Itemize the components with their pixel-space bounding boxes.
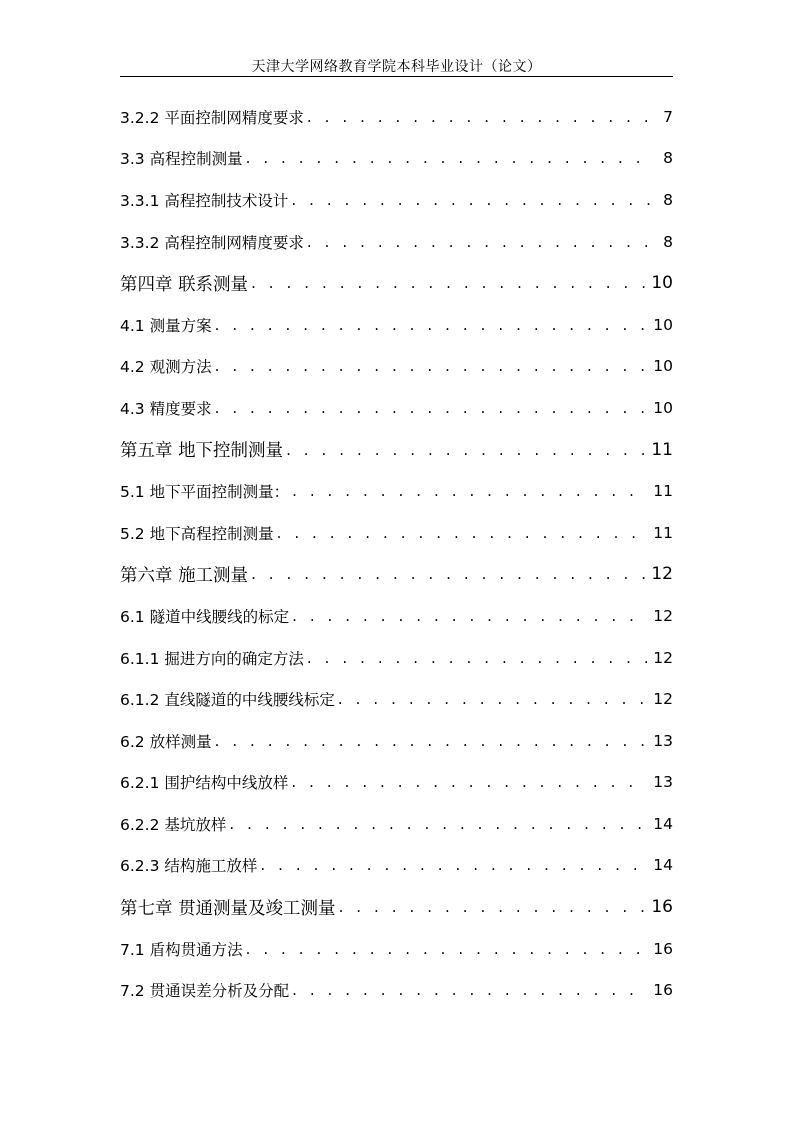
toc-entry-label: 第五章 地下控制测量 [120, 441, 284, 462]
toc-entry-label: 7.2 贯通误差分析及分配 [120, 982, 290, 1001]
toc-leader-dots [277, 524, 648, 542]
toc-page-number: 16 [653, 939, 673, 958]
toc-page-number: 12 [651, 564, 673, 585]
toc-entry-row[interactable] [120, 845, 673, 887]
toc-leader-dots [215, 357, 648, 375]
toc-leader-dots [292, 607, 647, 625]
toc-page-number: 11 [653, 482, 673, 501]
toc-page-number: 7 [663, 107, 673, 126]
toc-entry-row[interactable] [120, 138, 673, 180]
toc-entry-label: 6.1.1 掘进方向的确定方法 [120, 649, 304, 668]
toc-leader-dots [260, 856, 647, 874]
toc-entry-row[interactable] [120, 512, 673, 554]
toc-entry-row[interactable] [120, 387, 673, 429]
toc-entry-row[interactable] [120, 221, 673, 263]
toc-chapter-row[interactable] [120, 262, 673, 304]
toc-entry-row[interactable] [120, 969, 673, 1011]
toc-page-number: 12 [653, 648, 673, 667]
toc-entry-row[interactable] [120, 304, 673, 346]
toc-page-number: 14 [653, 814, 673, 833]
toc-page-number: 12 [653, 606, 673, 625]
toc-page-number: 11 [653, 523, 673, 542]
toc-page-number: 12 [653, 690, 673, 709]
toc-entry-label: 第六章 施工测量 [120, 565, 249, 586]
toc-entry-row[interactable] [120, 678, 673, 720]
toc-leader-dots [307, 649, 647, 667]
toc-page-number: 8 [663, 190, 673, 209]
toc-entry-label: 3.3.1 高程控制技术设计 [120, 191, 289, 210]
toc-entry-label: 6.1 隧道中线腰线的标定 [120, 607, 290, 626]
toc-leader-dots [307, 108, 655, 126]
toc-page-number: 10 [651, 273, 673, 294]
toc-entry-row[interactable] [120, 803, 673, 845]
toc-entry-label: 第七章 贯通测量及竣工测量 [120, 898, 336, 919]
toc-entry-row[interactable] [120, 96, 673, 138]
toc-leader-dots [246, 940, 648, 958]
toc-page-number: 16 [651, 897, 673, 918]
toc-leader-dots [307, 233, 655, 251]
toc-entry-label: 6.2.3 结构施工放样 [120, 857, 258, 876]
toc-leader-dots [292, 482, 647, 500]
toc-chapter-row[interactable] [120, 554, 673, 596]
toc-page-number: 10 [653, 398, 673, 417]
toc-entry-label: 6.2 放样测量 [120, 732, 212, 751]
toc-entry-label: 4.2 观测方法 [120, 358, 212, 377]
toc-entry-row[interactable] [120, 595, 673, 637]
toc-entry-label: 3.3 高程控制测量 [120, 150, 243, 169]
toc-page-number: 13 [653, 773, 673, 792]
toc-leader-dots [338, 690, 647, 708]
table-of-contents [120, 96, 673, 1011]
toc-entry-label: 4.1 测量方案 [120, 316, 212, 335]
toc-entry-row[interactable] [120, 179, 673, 221]
toc-entry-row[interactable] [120, 762, 673, 804]
header-divider [120, 76, 673, 77]
toc-entry-label: 3.3.2 高程控制网精度要求 [120, 233, 304, 252]
toc-entry-label: 5.1 地下平面控制测量： [120, 483, 290, 502]
toc-page-number: 14 [653, 856, 673, 875]
toc-entry-label: 6.2.2 基坑放样 [120, 815, 227, 834]
toc-page-number: 10 [653, 315, 673, 334]
toc-entry-label: 3.2.2 平面控制网精度要求 [120, 108, 304, 127]
toc-entry-label: 6.1.2 直线隧道的中线腰线标定 [120, 691, 335, 710]
toc-leader-dots [292, 981, 647, 999]
toc-leader-dots [251, 274, 645, 292]
toc-leader-dots [291, 191, 655, 209]
toc-entry-row[interactable] [120, 928, 673, 970]
toc-entry-label: 5.2 地下高程控制测量 [120, 524, 274, 543]
toc-leader-dots [229, 815, 647, 833]
toc-leader-dots [291, 773, 647, 791]
toc-entry-row[interactable] [120, 720, 673, 762]
toc-entry-row[interactable] [120, 346, 673, 388]
toc-entry-label: 7.1 盾构贯通方法 [120, 940, 243, 959]
toc-entry-row[interactable] [120, 637, 673, 679]
page-header: 天津大学网络教育学院本科毕业设计（论文） [251, 59, 542, 75]
toc-page-number: 13 [653, 731, 673, 750]
toc-leader-dots [215, 732, 648, 750]
toc-page-number: 10 [653, 357, 673, 376]
toc-leader-dots [215, 399, 648, 417]
toc-page-number: 16 [653, 981, 673, 1000]
toc-page-number: 11 [651, 439, 673, 460]
toc-entry-label: 6.2.1 围护结构中线放样 [120, 774, 289, 793]
toc-leader-dots [246, 149, 655, 167]
toc-leader-dots [286, 441, 645, 459]
toc-page-number: 8 [663, 149, 673, 168]
toc-entry-row[interactable] [120, 470, 673, 512]
toc-leader-dots [215, 316, 648, 334]
toc-leader-dots [339, 898, 646, 916]
toc-entry-label: 第四章 联系测量 [120, 274, 249, 295]
toc-page-number: 8 [663, 232, 673, 251]
toc-chapter-row[interactable] [120, 886, 673, 928]
toc-leader-dots [251, 565, 645, 583]
toc-entry-label: 4.3 精度要求 [120, 399, 212, 418]
toc-chapter-row[interactable] [120, 429, 673, 471]
